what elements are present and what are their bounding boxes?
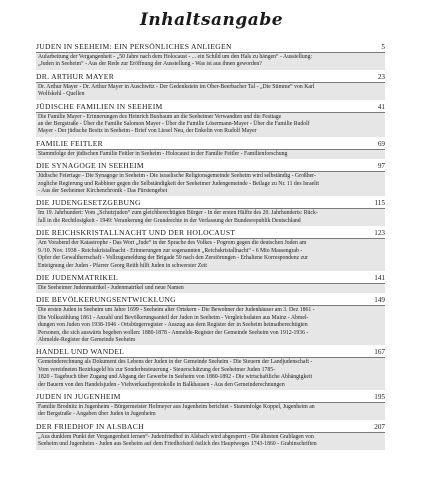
toc-entry-header xyxy=(36,72,385,83)
toc-entry xyxy=(36,42,385,70)
page-number: 123 xyxy=(374,229,385,238)
description-line: Familie Brodnitz in Jugenheim - Bürgermeister Hofmeyer aus Jugenheim berichtet - Stammfolge Koppel, Jugenheim an xyxy=(38,403,315,410)
toc-entry-header xyxy=(36,295,385,306)
toc-entry xyxy=(36,72,385,100)
chapter-description xyxy=(36,239,385,271)
chapter-title: DIE BEVÖLKERUNGSENTWICKLUNG xyxy=(36,295,176,305)
toc-entry-header xyxy=(36,161,385,172)
chapter-title: JUDEN IN SEEHEIM: EIN PERSÖNLICHES ANLIEGEN xyxy=(36,42,232,51)
page-number: 207 xyxy=(374,422,385,431)
chapter-description xyxy=(36,83,385,100)
toc-entry xyxy=(36,422,385,450)
description-line: Mayer - Der jüdische Besitz in Seeheim - Brief von Liesel Neu, der Enkelin von Rudolf Mayer xyxy=(38,128,257,135)
description-line: der Bergstraße - Angaben über Juden in Jugenheim xyxy=(38,411,156,418)
description-line: der Bauern von den Handelsjuden - Viehverkaufsprotokolle in Balkhausen - Aus den Gemeinderechnungen xyxy=(38,381,285,388)
description-line: - Aus der Seeheimer Kirchenchronik - Das Fürstengebet xyxy=(38,188,168,195)
description-line: Opfer der Gewaltherrschaft - Vollzugsmeldung der Brigade 50 nach den Zerstörungen - Erhaltene Korrespondenz zur xyxy=(38,255,308,262)
toc-entry-header xyxy=(36,347,385,358)
description-line: Jüdische Feiertage - Die Synagoge in Seeheim - Die israelische Religionsgemeinde Seeheim wird selbständig - Großher- xyxy=(38,173,316,180)
chapter-description xyxy=(36,433,385,450)
page-number: 141 xyxy=(374,273,385,282)
description-line: Gemeinderechnung als Dokument des Lebens der Juden in der Gemeinde Seeheim - Die Steuern der Landjudenschaft - xyxy=(38,359,313,366)
page-number: 115 xyxy=(374,199,385,208)
toc-entry xyxy=(36,228,385,271)
toc-entry xyxy=(36,102,385,137)
page-number: 5 xyxy=(381,43,385,51)
chapter-title: HANDEL UND WANDEL xyxy=(36,347,125,357)
chapter-title: DER FRIEDHOF IN ALSBACH xyxy=(36,421,144,431)
chapter-title: DIE SYNAGOGE IN SEEHEIM xyxy=(36,161,144,171)
toc-entry xyxy=(36,347,385,390)
chapter-description xyxy=(36,113,385,137)
description-line: Seeheim und Jugenheim - Juden aus Seeheim auf dem Friedhofsteil östlich des Hauptweges 1743-1860 - Grabinschriften xyxy=(38,441,317,448)
description-line: an der Bergstraße - Über die Familie Salomon Mayer - Über die Familie Lösermann-Mayer - Über die Familie Rudolf xyxy=(38,121,310,128)
description-line: Stammfolge der jüdischen Familie Feitler in Seeheim - Holocaust in der Familie Feitler - Familienforschung xyxy=(38,150,288,157)
chapter-title: FAMILIE FEITLER xyxy=(36,138,103,148)
chapter-title: DIE REICHSKRISTALLNACHT UND DER HOLOCAUST xyxy=(36,228,236,238)
chapter-description xyxy=(36,306,385,345)
description-line: Die Volkszählung 1861 - Anzahl und Bevölkerungsanteil der Juden in Seeheim - Vergleichsdaten aus Mainz - Abmel- xyxy=(38,314,309,321)
description-line: 9./10. Nov. 1938 - Reichskristallnacht - Erinnerungen zur sogenannten „Reichskristallnacht“ - 6 Mio Massengrab - xyxy=(38,247,303,254)
chapter-title: DR. ARTHUR MAYER xyxy=(36,71,115,81)
chapter-description xyxy=(36,209,385,226)
description-line: zogliche Regierung und Rabbiner gegen die Selbständigkeit der Seeheimer Judengemeinde - Beilage zu Nr. 11 des Israelit xyxy=(38,180,319,187)
description-line: „Aus dunklem Punkt der Vergangenheit lernen“- Judenfriedhof in Alsbach wird abgesperrt - Die ältesten Grablagen von xyxy=(38,433,314,440)
description-line: fall in die Rechtlosigkeit - 1949: Verankerung der Grundrechte in der Verfassung der Bundesrepublik Deutschland xyxy=(38,217,301,224)
toc-entry xyxy=(36,198,385,226)
page-number: 41 xyxy=(377,102,385,111)
toc-entry-header xyxy=(36,42,385,53)
page-number: 195 xyxy=(374,392,385,401)
toc-entry-header xyxy=(36,198,385,209)
chapter-description xyxy=(36,284,385,293)
toc-entry-header xyxy=(36,392,385,403)
chapter-title: JÜDISCHE FAMILIEN IN SEEHEIM xyxy=(36,101,163,111)
toc-entry xyxy=(36,139,385,159)
description-line: Die ersten Juden in Seeheim um Jahre 1699 - Seeheim alter Ortskern - Die Bewohner der Judenhäuser am 3. Dez 1861 - xyxy=(38,307,315,314)
chapter-description xyxy=(36,358,385,390)
description-line: „Juden in Seeheim“ - Aus der Rede zur Eröffnung der Ausstellung - Was ist aus ihnen geworden? xyxy=(38,61,262,68)
description-line: Vom vereidneten Bezirksgeld bis zur Sonderbesteuerung - Steuerschätzung der Seeheimer Juden 1785- xyxy=(38,366,276,373)
toc-entry-header xyxy=(36,139,385,150)
chapter-description xyxy=(36,150,385,159)
description-line: Wolfskehl - Quellen xyxy=(38,91,85,98)
description-line: Abmelde-Register der Gemeinde Seeheim xyxy=(38,336,136,343)
toc-entry-header xyxy=(36,273,385,284)
toc-entry xyxy=(36,295,385,345)
page-number: 149 xyxy=(374,296,385,305)
page-number: 23 xyxy=(377,72,385,81)
toc-entry xyxy=(36,273,385,293)
page-title: Inhaltsangabe xyxy=(139,10,284,30)
description-line: Die Seeheimer Judenmatrikel - Judenmatrikel und neue Namen xyxy=(38,284,184,291)
page-number: 69 xyxy=(377,139,385,148)
toc-entry-header xyxy=(36,422,385,433)
chapter-description xyxy=(36,172,385,196)
description-line: Die Familie Mayer - Erinnerungen des Heinrich Buxbaum an die Seeheimer Verwandten und die Festtage xyxy=(38,113,282,120)
toc-entry-header xyxy=(36,102,385,113)
chapter-title: DIE JUDENMATRIKEL xyxy=(36,272,119,282)
description-line: Dr. Arthur Mayer - Dr. Arthur Mayer in Auschwitz - Der Gedenkstein im Ober-Beerbacher Tal - „Die Stimme“ von Karl xyxy=(38,83,315,90)
chapter-title: DIE JUDENGESETZGEBUNG xyxy=(36,198,141,208)
chapter-description xyxy=(36,53,385,70)
chapter-title: JUDEN IN JUGENHEIM xyxy=(36,391,121,401)
description-line: Im 19. Jahrhundert: Vom „Schutzjuden“ zum gleichberechtigten Bürger - In der ersten Hälfte des 20. Jahrhunderts: Rück- xyxy=(38,210,318,217)
description-line: dungen von Juden von 1938-1946 - Ortsbürgerregister - Auszug aus dem Register der in Seeheim heimatberechtigten xyxy=(38,322,308,329)
description-line: Personen, die sich auswärts begeben wollen: 1880-1878 - Anmelde-Register der Gemeinde Seeheim von 1912-1936 - xyxy=(38,329,309,336)
table-of-contents xyxy=(36,42,385,452)
description-line: Am Vorabend der Katastrophe - Das Wort „Jude“ in der Sprache des Volkes - Pogrom gegen die deutschen Juden am xyxy=(38,240,307,247)
toc-entry-header xyxy=(36,228,385,239)
description-line: 1820 - Tagebuch über Zugang und Abgang der Gewerbe in Seeheim von 1880-1892 - Die wirtschaftliche Abhängigkeit xyxy=(38,374,313,381)
description-line: Aufarbeitung der Vergangenheit - „50 Jahre nach dem Holocaust - ... ein Schild um den Hals zu hängen“ - Ausstellung: xyxy=(38,54,313,60)
page-number: 97 xyxy=(377,162,385,171)
description-line: Enteignung der Juden - Pfarrer Georg Reith hilft Juden in schwerster Zeit xyxy=(38,262,207,269)
toc-entry xyxy=(36,392,385,420)
chapter-description xyxy=(36,403,385,420)
page-number: 167 xyxy=(374,348,385,357)
toc-entry xyxy=(36,161,385,196)
